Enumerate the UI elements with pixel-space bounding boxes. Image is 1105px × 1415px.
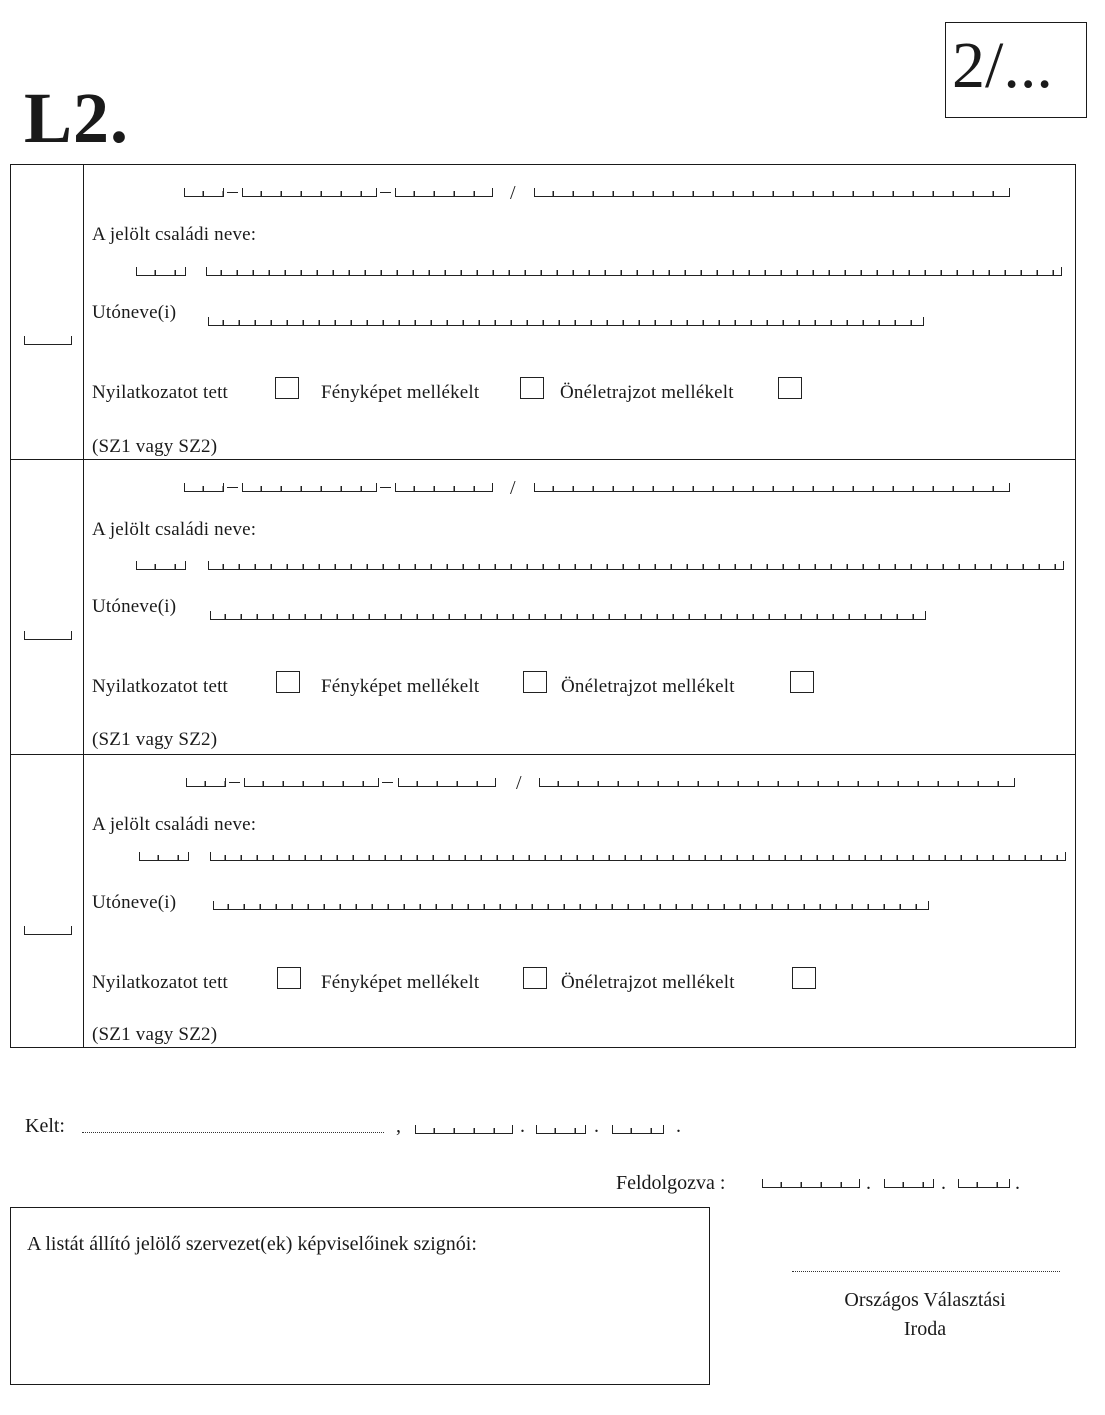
given-name-field[interactable]	[210, 610, 926, 620]
photo-checkbox[interactable]	[520, 377, 544, 399]
id-slash: /	[510, 182, 516, 204]
declaration-checkbox[interactable]	[277, 967, 301, 989]
family-name-prefix-field[interactable]	[136, 266, 186, 276]
family-name-field[interactable]	[208, 560, 1064, 570]
family-name-prefix-field[interactable]	[136, 560, 186, 570]
date-dot: .	[520, 1115, 525, 1137]
photo-label: Fényképet mellékelt	[321, 676, 480, 697]
family-name-field[interactable]	[206, 266, 1062, 276]
dash	[227, 487, 238, 488]
processed-month-field[interactable]	[884, 1178, 934, 1188]
date-year-field[interactable]	[415, 1124, 513, 1134]
family-name-label: A jelölt családi neve:	[92, 224, 257, 245]
date-dot: .	[941, 1172, 946, 1194]
date-dot: .	[594, 1115, 599, 1137]
id-slash: /	[516, 772, 522, 794]
candidate-row	[11, 165, 1075, 460]
candidate-number-field[interactable]	[24, 335, 72, 345]
candidate-number-cell	[11, 460, 84, 754]
declaration-note: (SZ1 vagy SZ2)	[92, 729, 218, 750]
cv-label: Önéletrajzot mellékelt	[560, 382, 734, 403]
candidate-number-field[interactable]	[24, 925, 72, 935]
candidate-row	[11, 460, 1075, 755]
id-part-1-field[interactable]	[186, 777, 226, 787]
id-part-3-field[interactable]	[395, 482, 493, 492]
dash	[227, 192, 238, 193]
declaration-note: (SZ1 vagy SZ2)	[92, 436, 218, 457]
id-part-2-field[interactable]	[244, 777, 379, 787]
office-signature-line[interactable]	[792, 1271, 1060, 1272]
id-part-4-field[interactable]	[534, 187, 1010, 197]
given-name-label: Utóneve(i)	[92, 302, 177, 323]
date-dot: .	[866, 1172, 871, 1194]
id-part-2-field[interactable]	[242, 187, 377, 197]
place-field[interactable]	[82, 1131, 384, 1133]
photo-label: Fényképet mellékelt	[321, 382, 480, 403]
family-name-field[interactable]	[210, 851, 1066, 861]
signatures-label: A listát állító jelölő szervezet(ek) képviselőinek szignói:	[27, 1233, 477, 1255]
id-part-3-field[interactable]	[398, 777, 496, 787]
declaration-note: (SZ1 vagy SZ2)	[92, 1024, 218, 1045]
cv-checkbox[interactable]	[790, 671, 814, 693]
office-name-line1: Országos Választási	[844, 1289, 1006, 1311]
candidate-number-field[interactable]	[24, 630, 72, 640]
declaration-label: Nyilatkozatot tett	[92, 972, 229, 993]
declaration-checkbox[interactable]	[276, 671, 300, 693]
date-dot: .	[676, 1115, 681, 1137]
dash	[382, 782, 393, 783]
date-day-field[interactable]	[612, 1124, 664, 1134]
family-name-label: A jelölt családi neve:	[92, 519, 257, 540]
page-indicator: 2/...	[952, 29, 1053, 102]
given-name-field[interactable]	[208, 316, 924, 326]
date-dot: .	[1015, 1172, 1020, 1194]
given-name-label: Utóneve(i)	[92, 596, 177, 617]
family-name-prefix-field[interactable]	[139, 851, 189, 861]
id-slash: /	[510, 477, 516, 499]
candidate-row	[11, 755, 1075, 1047]
processed-day-field[interactable]	[958, 1178, 1010, 1188]
given-name-label: Utóneve(i)	[92, 892, 177, 913]
dash	[380, 487, 391, 488]
signatures-box[interactable]	[10, 1207, 710, 1385]
dash	[229, 782, 240, 783]
form-code: L2.	[24, 78, 130, 158]
page-indicator-box	[945, 22, 1087, 118]
id-part-4-field[interactable]	[534, 482, 1010, 492]
comma: ,	[396, 1115, 401, 1137]
id-part-2-field[interactable]	[242, 482, 377, 492]
photo-checkbox[interactable]	[523, 671, 547, 693]
candidate-number-cell	[11, 755, 84, 1047]
dash	[380, 192, 391, 193]
family-name-label: A jelölt családi neve:	[92, 814, 257, 835]
office-name-line2: Iroda	[903, 1318, 947, 1340]
id-part-1-field[interactable]	[184, 187, 224, 197]
candidate-body-cell	[84, 755, 1075, 1047]
photo-label: Fényképet mellékelt	[321, 972, 480, 993]
processed-year-field[interactable]	[762, 1178, 860, 1188]
candidate-body-cell	[84, 165, 1075, 459]
photo-checkbox[interactable]	[523, 967, 547, 989]
cv-checkbox[interactable]	[778, 377, 802, 399]
cv-label: Önéletrajzot mellékelt	[561, 972, 735, 993]
id-part-4-field[interactable]	[539, 777, 1015, 787]
candidate-table	[10, 164, 1076, 1048]
declaration-label: Nyilatkozatot tett	[92, 382, 229, 403]
declaration-label: Nyilatkozatot tett	[92, 676, 229, 697]
cv-label: Önéletrajzot mellékelt	[561, 676, 735, 697]
id-part-3-field[interactable]	[395, 187, 493, 197]
date-month-field[interactable]	[536, 1124, 586, 1134]
cv-checkbox[interactable]	[792, 967, 816, 989]
declaration-checkbox[interactable]	[275, 377, 299, 399]
kelt-label: Kelt:	[25, 1115, 65, 1137]
id-part-1-field[interactable]	[184, 482, 224, 492]
candidate-number-cell	[11, 165, 84, 459]
processed-label: Feldolgozva :	[616, 1172, 726, 1194]
candidate-body-cell	[84, 460, 1075, 754]
given-name-field[interactable]	[213, 900, 929, 910]
